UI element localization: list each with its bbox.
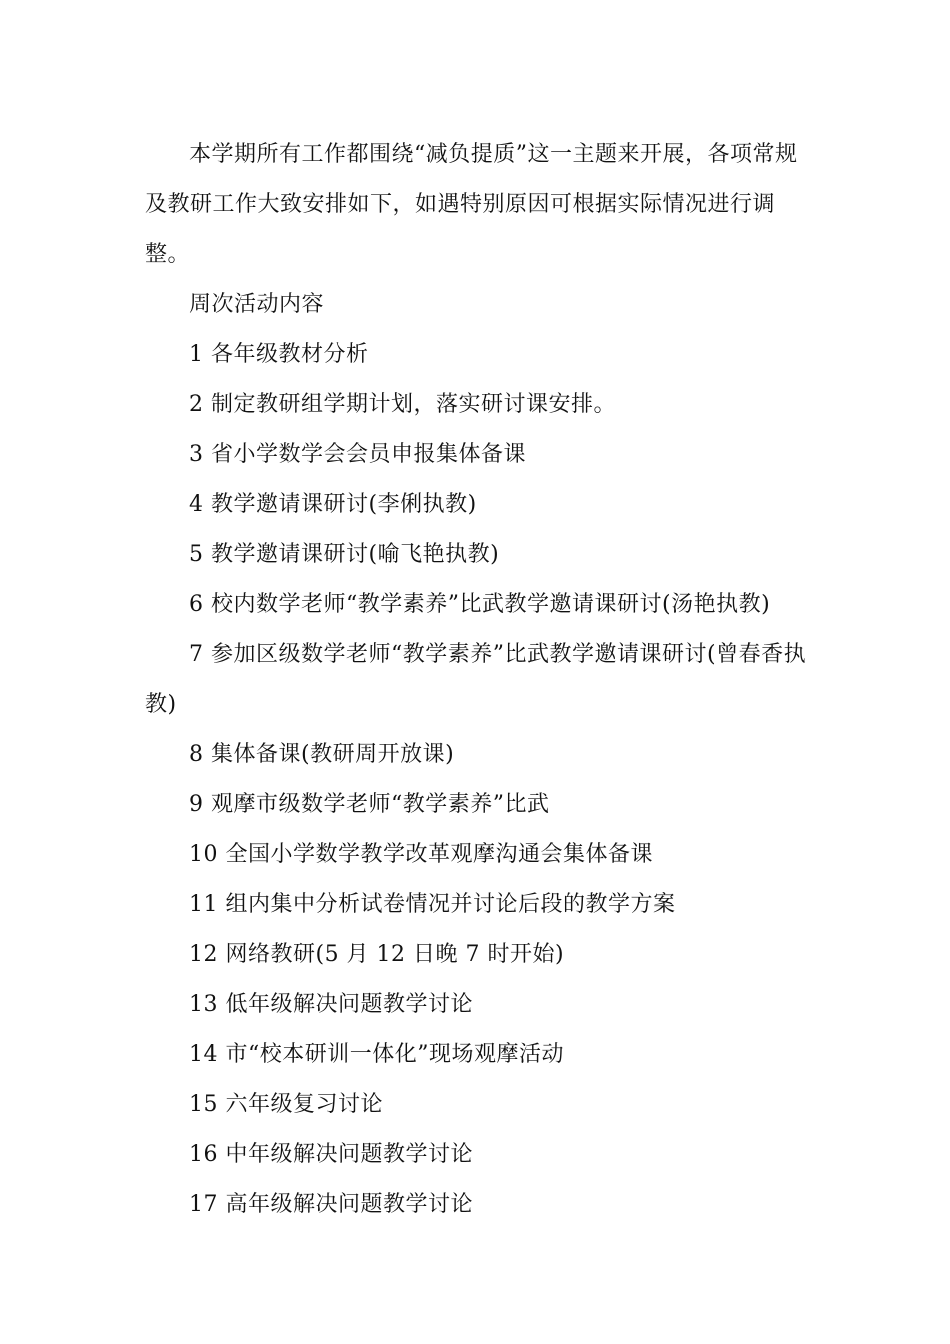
list-item: 13 低年级解决问题教学讨论 <box>189 992 473 1017</box>
intro-paragraph: 本学期所有工作都围绕“减负提质”这一主题来开展，各项常规及教研工作大致安排如下，如遇特别原因可根据实际情况进行调整。 <box>145 142 798 267</box>
list-item: 16 中年级解决问题教学讨论 <box>189 1142 473 1167</box>
table-header-line: 周次活动内容 <box>189 292 325 317</box>
list-item: 11 组内集中分析试卷情况并讨论后段的教学方案 <box>189 892 676 917</box>
list-item: 8 集体备课(教研周开放课) <box>189 742 455 767</box>
list-item: 1 各年级教材分析 <box>189 342 369 367</box>
list-item: 3 省小学数学会会员申报集体备课 <box>189 442 526 467</box>
list-item: 2 制定教研组学期计划，落实研讨课安排。 <box>189 392 616 417</box>
list-item: 15 六年级复习讨论 <box>189 1092 383 1117</box>
list-item: 5 教学邀请课研讨(喻飞艳执教) <box>189 542 500 567</box>
intro-section <box>145 130 810 280</box>
list-item: 7 参加区级数学老师“教学素养”比武教学邀请课研讨(曾春香执教) <box>145 642 807 717</box>
list-item: 14 市“校本研训一体化”现场观摩活动 <box>189 1042 564 1067</box>
list-item: 6 校内数学老师“教学素养”比武教学邀请课研讨(汤艳执教) <box>189 592 771 617</box>
list-item: 17 高年级解决问题教学讨论 <box>189 1192 473 1217</box>
list-item: 10 全国小学数学教学改革观摩沟通会集体备课 <box>189 842 653 867</box>
document-body <box>145 130 810 1230</box>
list-item: 9 观摩市级数学老师“教学素养”比武 <box>189 792 550 817</box>
activity-list <box>145 330 810 1230</box>
list-item: 12 网络教研(5 月 12 日晚 7 时开始) <box>189 942 565 967</box>
list-item: 4 教学邀请课研讨(李俐执教) <box>189 492 477 517</box>
